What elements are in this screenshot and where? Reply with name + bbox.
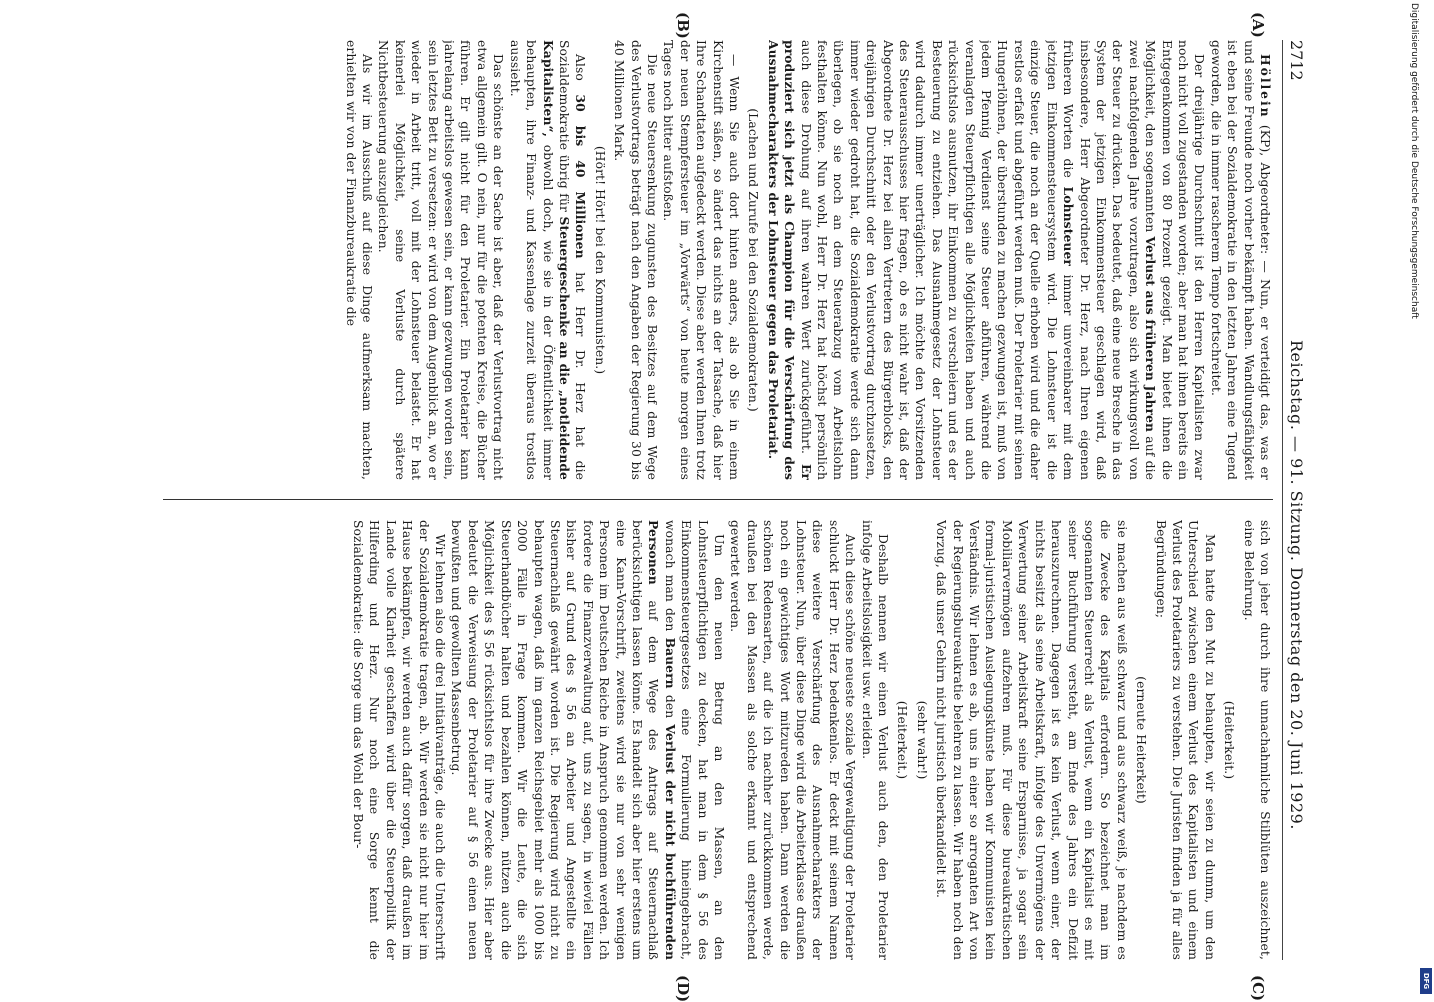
interjection: (Hört! Hört! bei den Kommunisten.) [592, 145, 607, 375]
paragraph-text: auf die zwei nachfolgenden Jahre vorzutragen, also sich wirkungsvoll von der Steuer zu drücken. Das bedeutet, daß eine neue Bresche in das System der jetzigen Einkommensteuer geschlagen wird, daß insbesondere, Herr Abgeordneter Dr. Herz, nach Ihren eigenen früheren Worten die [1061, 40, 1158, 480]
interjection: (Heiterkeit.) [1222, 700, 1237, 780]
paragraph-text: den [662, 694, 677, 719]
interjection: (erneute Heiterkeit) [1134, 676, 1149, 804]
paragraph [506, 40, 588, 480]
left-column [163, 40, 1273, 480]
paragraph [764, 40, 1207, 480]
margin-marker-d: (D) [674, 975, 692, 1002]
interjection: (Heiterkeit.) [895, 700, 910, 780]
paragraph-text: hat Herr Dr. Herz hat die Sozialdemokratie übrig für [556, 40, 588, 480]
paragraph [1207, 40, 1273, 480]
paragraph-text: Um den neuen Betrug an den Massen, an den Lohnsteuerpflichtigen zu decken, hat man in dem § 56 des Einkommensteuergesetzes eine Formulierung hineingebracht, wonach man den [662, 520, 726, 960]
paragraph [448, 520, 727, 960]
dfg-logo-icon [1420, 968, 1432, 994]
rotated-page [117, 0, 1317, 1000]
margin-marker-c: (C) [1249, 975, 1267, 1002]
paragraph-text: obwohl doch, wie sie in der Öffentlichkeit immer behaupten, ihre Finanz- und Kassenlage zurzeit überaus trostlos aussieht. [507, 40, 555, 480]
emphasis-text: Verlust der nicht buchführenden Personen [646, 520, 678, 960]
speaker-name: Höllein [1258, 54, 1273, 119]
paragraph: Man hatte den Mut zu behaupten, wir seien zu dumm, um den Unterschied zwischen einem Verlust des Kapitalisten und einem Verlust des Proletariers zu verstehen. Die Juristen finden ja für alles Begründungen; [1153, 520, 1217, 960]
emphasis-text: 30 bis 40 Millionen [573, 94, 589, 259]
paragraph-text: — Nun, er verteidigt das, was er und seine Freunde noch vorher bekämpft haben. Wandlungsfähigkeit ist eben bei der Sozialdemokratie in den letzten Jahren eine Tugend geworden, die in immer rascherem Tempo fortschreitet. [1208, 40, 1272, 480]
paragraph: Wir lehnen also die drei Initiativanträge, die auch die Unterschrift der Sozialdemokratie tragen, ab. Wir werden sie nicht nur hier im Hause bekämpfen, wir werden auch dafür sorgen, daß draußen im Lande volle Klarheit geschaffen wird über die Steuerpolitik der Hilferding und Herz. Nur noch eine Sorge kennt die Sozialdemokratie: die Sorge um das Wohl der Bour- [351, 520, 448, 960]
margin-marker-b: (B) [674, 12, 692, 39]
paragraph: Deshalb nennen wir einen Verlust auch den, den Proletarier infolge Arbeitslosigkeit usw. erleiden. [859, 520, 891, 960]
right-column [163, 520, 1273, 960]
paragraph: Das schönste an der Sache ist aber, daß der Verlustvortrag nicht etwa allgemein gilt. O nein, nur für die potenten Kreise, die Bücher führen. Er gilt nicht für den Proletarier. Ein Proletarier kann jahrelang arbeitslos gewesen sein, er kann gezwungen worden sein, sein letztes Bett zu versetzen: er wird von dem Augenblick an, wo er wieder in Arbeit tritt, voll mit der Lohnsteuer belastet. Er hat keinerlei Möglichkeit, seine Verluste durch spätere Nichtbesteuerung auszugleichen. [376, 40, 506, 480]
page-header [1282, 40, 1309, 960]
logo-text: DFG [1422, 972, 1430, 990]
paragraph: Als wir im Ausschuß auf diese Dinge aufmerksam machten, erhielten wir von der Finanzbureaukratie die [343, 40, 375, 480]
margin-marker-a: (A) [1249, 12, 1267, 38]
paragraph-text: Der dreijährige Durchschnitt ist den Herren Kapitalisten zwar noch nicht voll zugestanden worden; aber man hat ihnen bereits ein Entgegenkommen von 80 Prozent gezeigt. Man bietet ihnen die Möglichkeit, den sogenannten [1143, 40, 1207, 480]
paragraph: sich von jeher durch ihre unnachahmliche Stilblüten auszeichnet, eine Belehrung. [1241, 520, 1272, 960]
emphasis-text: Lohnsteuer [1061, 186, 1077, 266]
paragraph: — Wenn Sie auch dort hinten anders, als ob Sie in einem Kirchenstift säßen, so ändert das nichts an der Tatsache, daß hier Ihre Schandtaten aufgedeckt werden. Diese aber werden Ihnen trotz der neuen Stempfersteuer im „Vorwärts“ von heute morgen eines Tages noch bitter aufstoßen. [661, 40, 741, 480]
emphasis-text: Er produziert sich jetzt als Champion für die Verschärfung des Ausnahmecharakters der Lohnsteuer gegen das Proletariat. [765, 40, 814, 480]
emphasis-text: Verlust aus früheren Jahren [1143, 236, 1159, 433]
paragraph-text: immer unvereinbarer mit dem jetzigen Einkommensteuersystem wird. Die Lohnsteuer ist die einzige Steuer, die noch an der Quelle erhoben wird und die daher restlos erfaßt und abgeführt werden muß. Der Proletarier mit seinen Hungerlöhnen, der überstunden zu machen gezwungen ist, muß von jedem Pfennig Verdienst seine Steuer abführen, während die veranlagten Steuerpflichtigen alle Möglichkeiten haben und auch rücksichtslos ausnutzen, ihr Einkommen zu verschleiern und es der Besteuerung zu entziehen. Das Ausnahmegesetz der Lohnsteuer wird dadurch immer unerträglicher. Ich möchte den Vorsitzenden des Steuerausschusses hier fragen, ob es nicht wahr ist, daß der Abgeordnete Dr. Herz bei allen Vertretern des Bürgerblocks, den dreijährigen Durchschnitt oder den Verlustvortrag durchzusetzen, immer wieder gedroht hat, die Sozialdemokratie werde sich dann überlegen, ob sie noch an dem Steuerabzug vom Arbeitslohn festhalten könne. Nun wohl, Herr Dr. Herz hat höchst persönlich auch diese Drohung auf ihren wahren Wert zurückgeführt. [798, 40, 1076, 480]
paragraph: sie machen aus weiß schwarz und aus schwarz weiß, je nachdem es die Zwecke des Kapitals erfordern. So bezeichnet man im sogenannten Steuerrecht als Verlust, wenn ein Kapitalist es mit seiner Buchführung versteht, am Ende des Jahres ein Defizit herauszurechnen. Dagegen ist es kein Verlust, wenn einer, der nichts besitzt als seine Arbeitskraft, infolge des Unvermögens der Verwertung seiner Arbeitskraft seine Ersparnisse, ja sogar sein Mobiliarvermögen aufzehren muß. Für diese bureaukratischen formal-juristischen Auslegungskünste haben wir Kommunisten kein Verständnis. Wir lehnen es ab, uns in einer so arroganten Art von der Regierungsbureaukratie belehren zu lassen. Wir haben noch den Vorzug, daß unser Gehirn nicht juristisch überkandidelt ist. [934, 520, 1129, 960]
paragraph-text: auf dem Wege des Antrags auf Steuernachlaß berücksichtigen lassen könne. Es handelt sich aber hier erstens um eine Kann-Vorschrift, zweitens wird sie nur von sehr wenigen Personen im Deutschen Reiche in Anspruch genommen werden. Ich fordere die Finanzverwaltung auf, uns zu sagen, in wieviel Fällen bisher auf Grund des § 56 an Arbeiter und Angestellte ein Steuernachlaß gewährt worden ist. Die Regierung wird nicht zu behaupten wagen, daß im ganzen Reichsgebiet mehr als 1000 bis 2000 Fälle in Frage kommen. Wir die Leute, die sich Steuerhandbücher halten und bezahlen können, nützen auch die Möglichkeit des § 56 rücksichtslos für ihre Zwecke aus. Hier aber bedeutet die Verweisung der Proletarier auf § 56 einen neuen bewußten und gewollten Massenbetrug. [449, 520, 661, 960]
speaker-party: (KP), Abgeordneter: [1258, 124, 1272, 255]
paragraph: Die neue Steuersenkung zugunsten des Besitzes auf dem Wege des Verlustvortrags beträgt nach den Angaben der Regierung 30 bis 40 Millionen Mark. [612, 40, 659, 480]
column-rule [163, 499, 1273, 500]
digitization-credit: Digitalisierung gefördert durch die Deutsche Forschungsgemeinschaft [1409, 3, 1419, 319]
page-number: 2712 [1287, 40, 1306, 81]
interjection: (Lachen und Zurufe bei den Sozialdemokraten.) [746, 108, 761, 412]
header-title: Reichstag. — 91. Sitzung. Donnerstag den 20. Juni 1929. [1287, 340, 1306, 830]
emphasis-text: Steuergeschenke an die „notleidende Kapitalisten“, [540, 40, 572, 480]
paragraph: Auch diese schöne neueste soziale Vergewaltigung der Proletarier schluckt Herr Dr. Herz bedenkenlos. Er deckt mit seinem Namen diese weitere Verschärfung des Ausnahmecharakters der Lohnsteuer. Nun, über diese Dinge wird die Arbeiterklasse draußen noch ein gewichtiges Wort mitzureden haben. Dann werden die schönen Redensarten, auf die ich nachher zurückkommen werde, draußen bei den Massen als solche erkannt und entsprechend gewertet werden. [728, 520, 858, 960]
emphasis-text: Bauern [662, 637, 678, 689]
paragraph-text: Also [573, 54, 588, 81]
interjection: (sehr wahr!) [914, 700, 929, 780]
